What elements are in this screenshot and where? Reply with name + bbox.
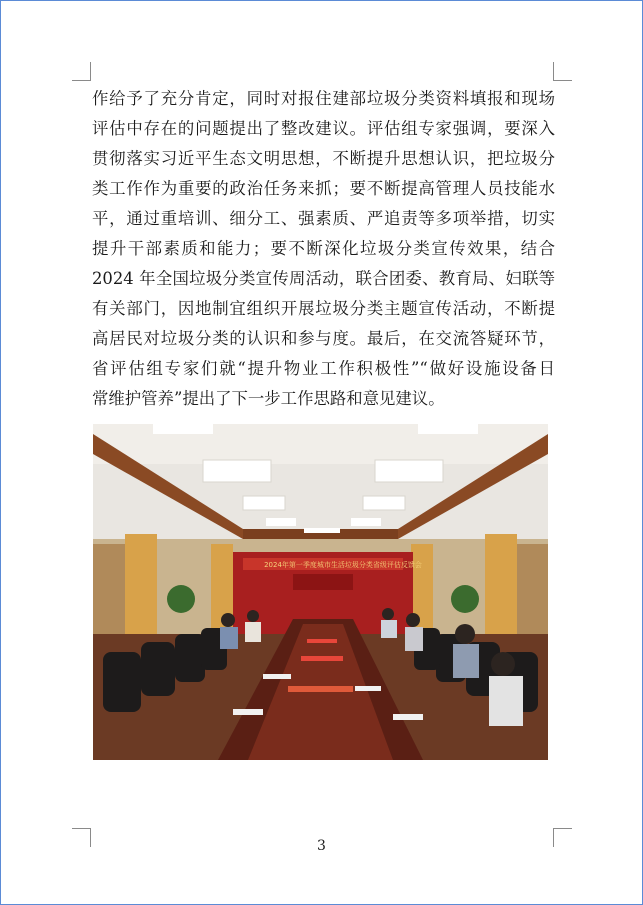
text-line: 类工作作为重要的政治任务来抓；要不断提高管理人员技能水 (92, 179, 555, 198)
page-number: 3 (317, 838, 326, 854)
meeting-photo (93, 424, 548, 760)
text-line: 作给予了充分肯定，同时对报住建部垃圾分类资料填报和现场 (92, 89, 555, 108)
text-line: 2024 年全国垃圾分类宣传周活动，联合团委、教育局、妇联等 (92, 269, 555, 288)
body-paragraph (92, 84, 555, 414)
text-line: 常维护管养”提出了下一步工作思路和意见建议。 (92, 389, 445, 408)
margin-mark-top-left (72, 62, 91, 81)
text-line: 贯彻落实习近平生态文明思想，不断提升思想认识，把垃圾分 (92, 149, 555, 168)
text-line: 评估中存在的问题提出了整改建议。评估组专家强调，要深入 (92, 119, 555, 138)
margin-mark-top-right (553, 62, 572, 81)
banner-text: 2024年第一季度城市生活垃圾分类省级评估反馈会 (264, 561, 422, 569)
text-line: 省评估组专家们就“提升物业工作积极性”“做好设施设备日 (92, 359, 555, 378)
text-line: 高居民对垃圾分类的认识和参与度。最后，在交流答疑环节， (92, 329, 555, 348)
text-line: 有关部门，因地制宜组织开展垃圾分类主题宣传活动，不断提 (92, 299, 555, 318)
text-line: 提升干部素质和能力；要不断深化垃圾分类宣传效果，结合 (92, 239, 555, 258)
text-line: 平，通过重培训、细分工、强素质、严追责等多项举措，切实 (92, 209, 555, 228)
